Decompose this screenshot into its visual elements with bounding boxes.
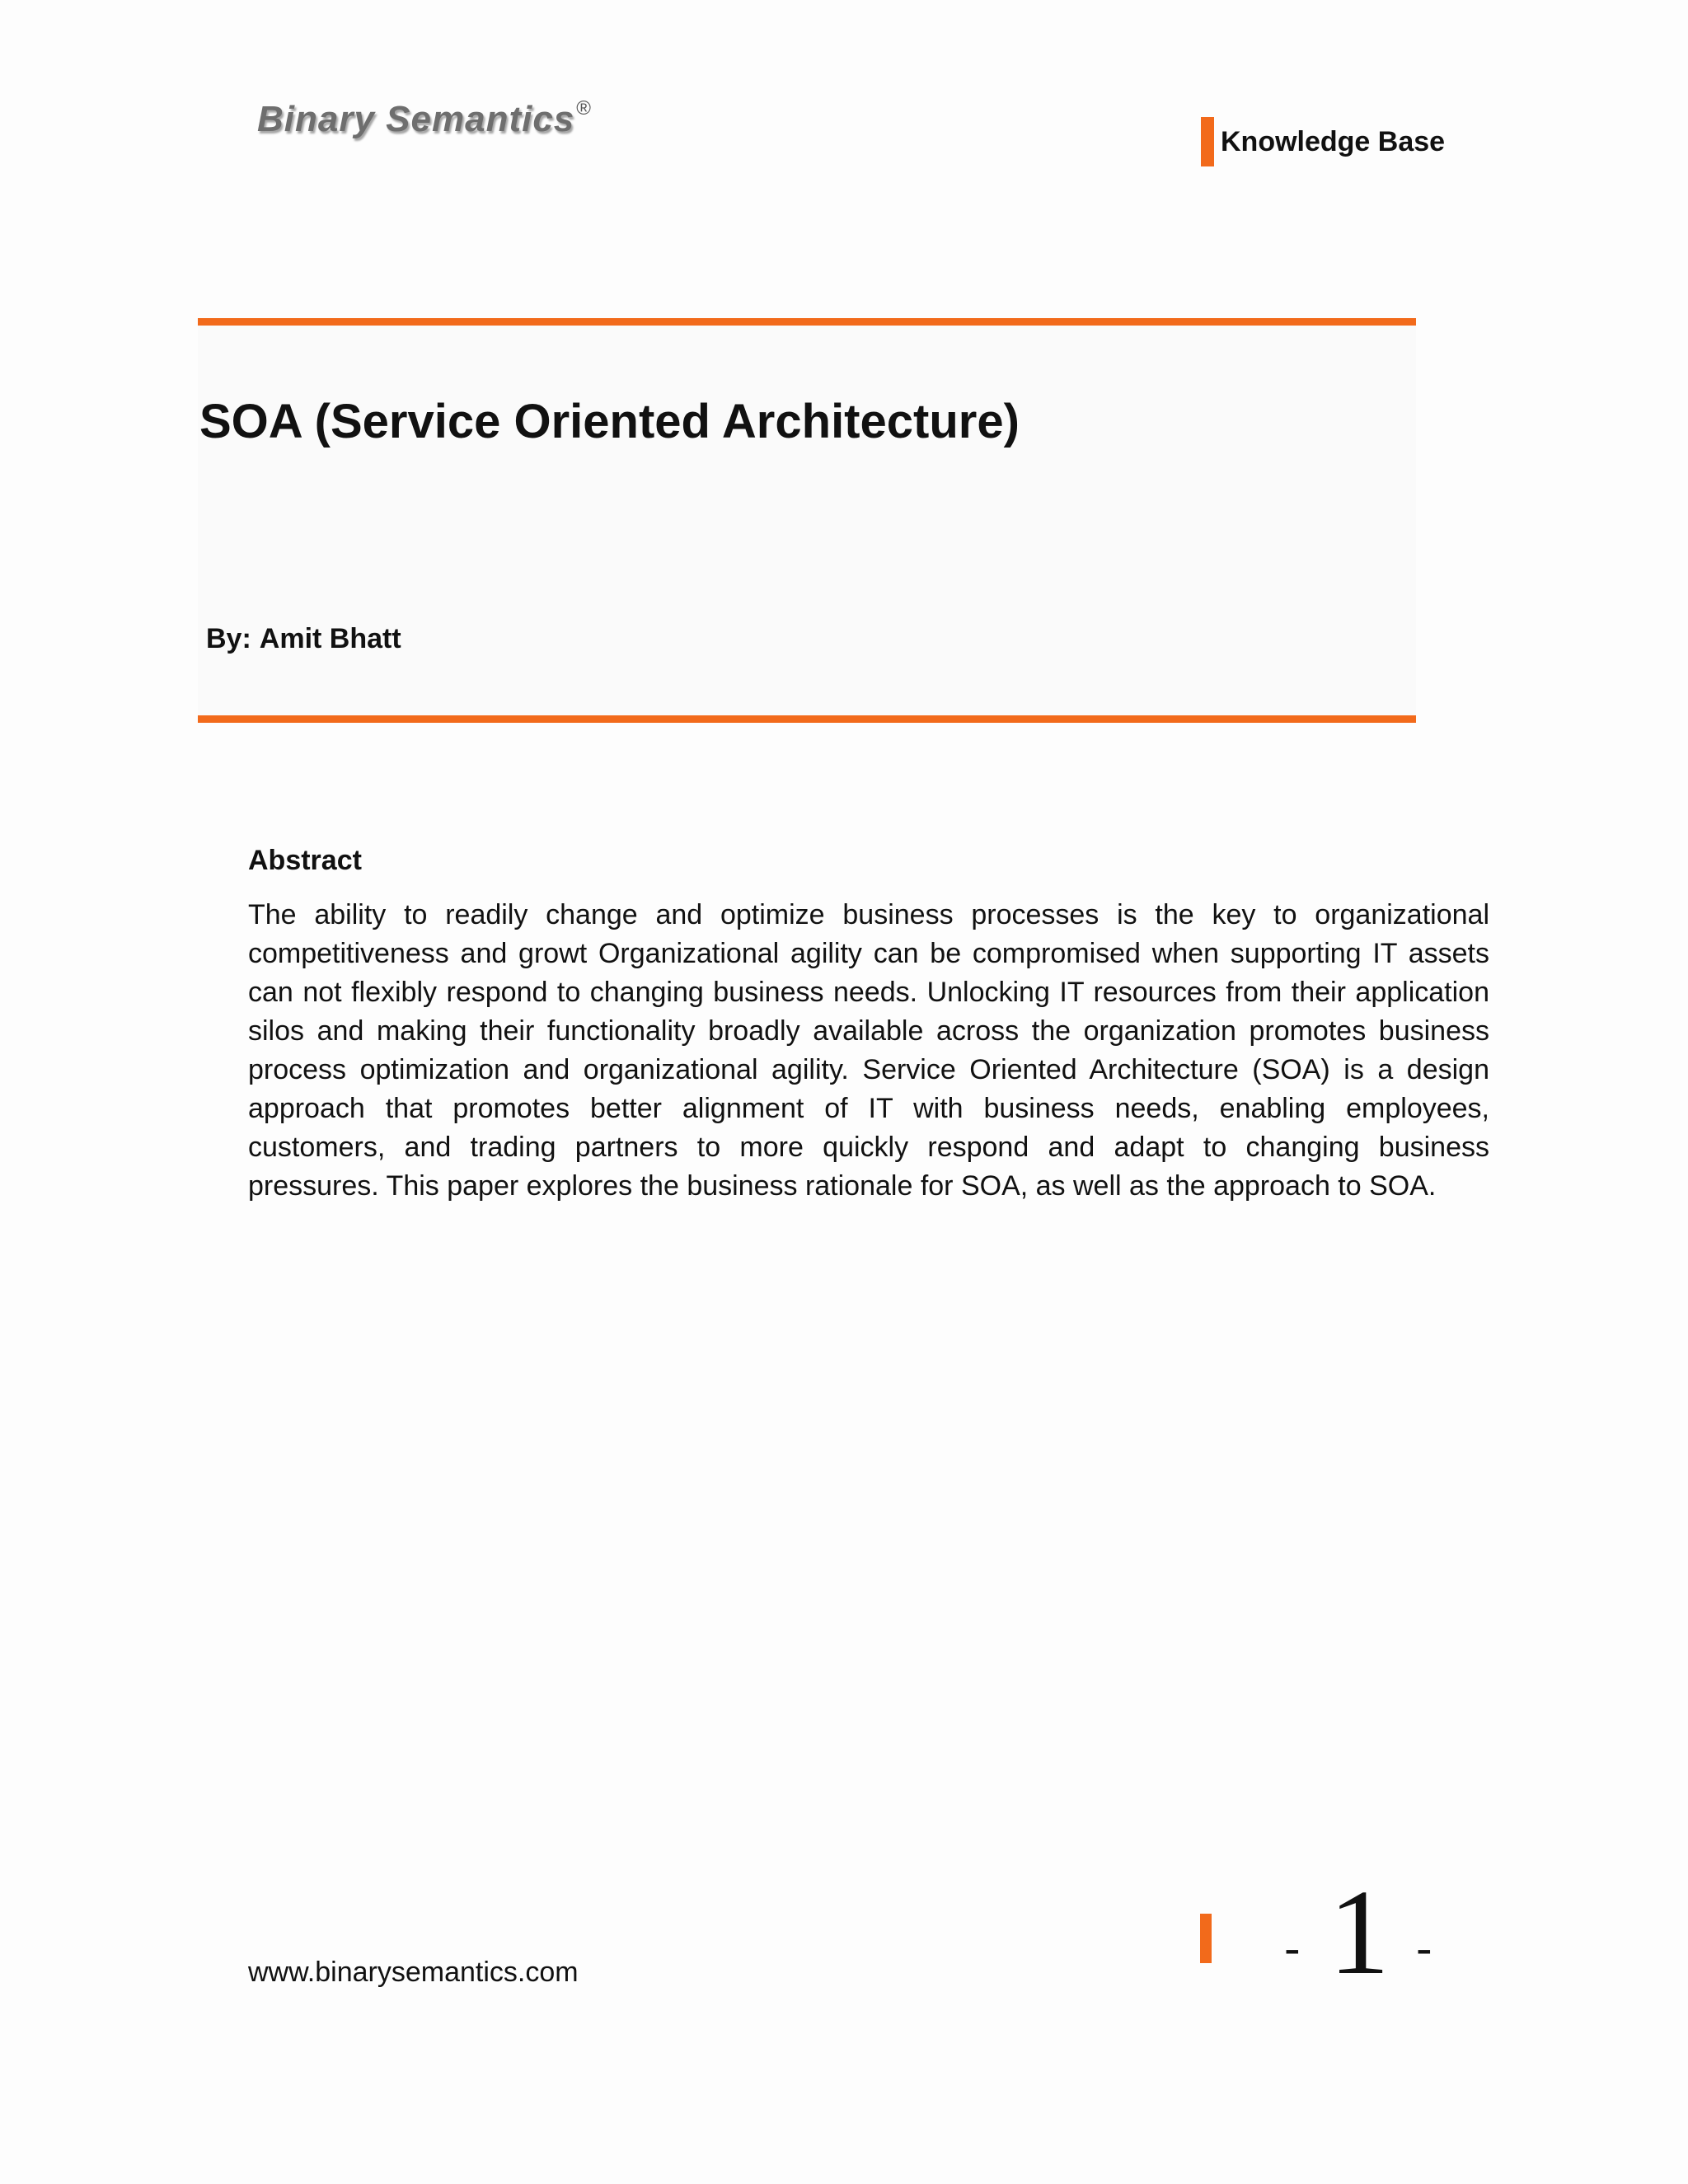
document-title: SOA (Service Oriented Architecture) bbox=[199, 395, 1020, 448]
abstract-body: The ability to readily change and optimize business processes is the key to organizational competitiveness and growt Organizational agility can be compromised when supporting IT assets can not flexibly respond to changing business needs. Unlocking IT resources from their application silos and making their functionality broadly available across the organization promotes business process optimization and organizational agility. Service Oriented Architecture (SOA) is a design approach that promotes better alignment of IT with business needs, enabling employees, customers, and trading partners to more quickly respond and adapt to changing business pressures. This paper explores the business rationale for SOA, as well as the approach to SOA. bbox=[248, 899, 1489, 1202]
registered-mark: ® bbox=[576, 97, 592, 120]
page-number bbox=[1278, 1865, 1442, 2003]
logo-text: Binary Semantics bbox=[257, 99, 575, 139]
company-logo bbox=[257, 97, 592, 140]
section-tag bbox=[1201, 117, 1445, 166]
byline bbox=[206, 623, 401, 655]
byline-author: Amit Bhatt bbox=[259, 623, 401, 654]
title-band bbox=[198, 318, 1416, 722]
page-number-dash-right: - bbox=[1416, 1920, 1432, 1976]
page-number-dash-left: - bbox=[1284, 1920, 1301, 1976]
section-tag-accent-bar bbox=[1201, 117, 1214, 166]
footer-website-link[interactable]: www.binarysemantics.com bbox=[248, 1957, 579, 1988]
abstract-heading: Abstract bbox=[248, 845, 362, 876]
title-rule-top bbox=[198, 318, 1416, 326]
page-number-digit: 1 bbox=[1329, 1865, 1390, 2000]
title-rule-bottom bbox=[198, 715, 1416, 723]
section-tag-label: Knowledge Base bbox=[1221, 125, 1446, 157]
footer-accent-bar bbox=[1200, 1914, 1212, 1963]
byline-prefix: By: bbox=[206, 623, 251, 654]
